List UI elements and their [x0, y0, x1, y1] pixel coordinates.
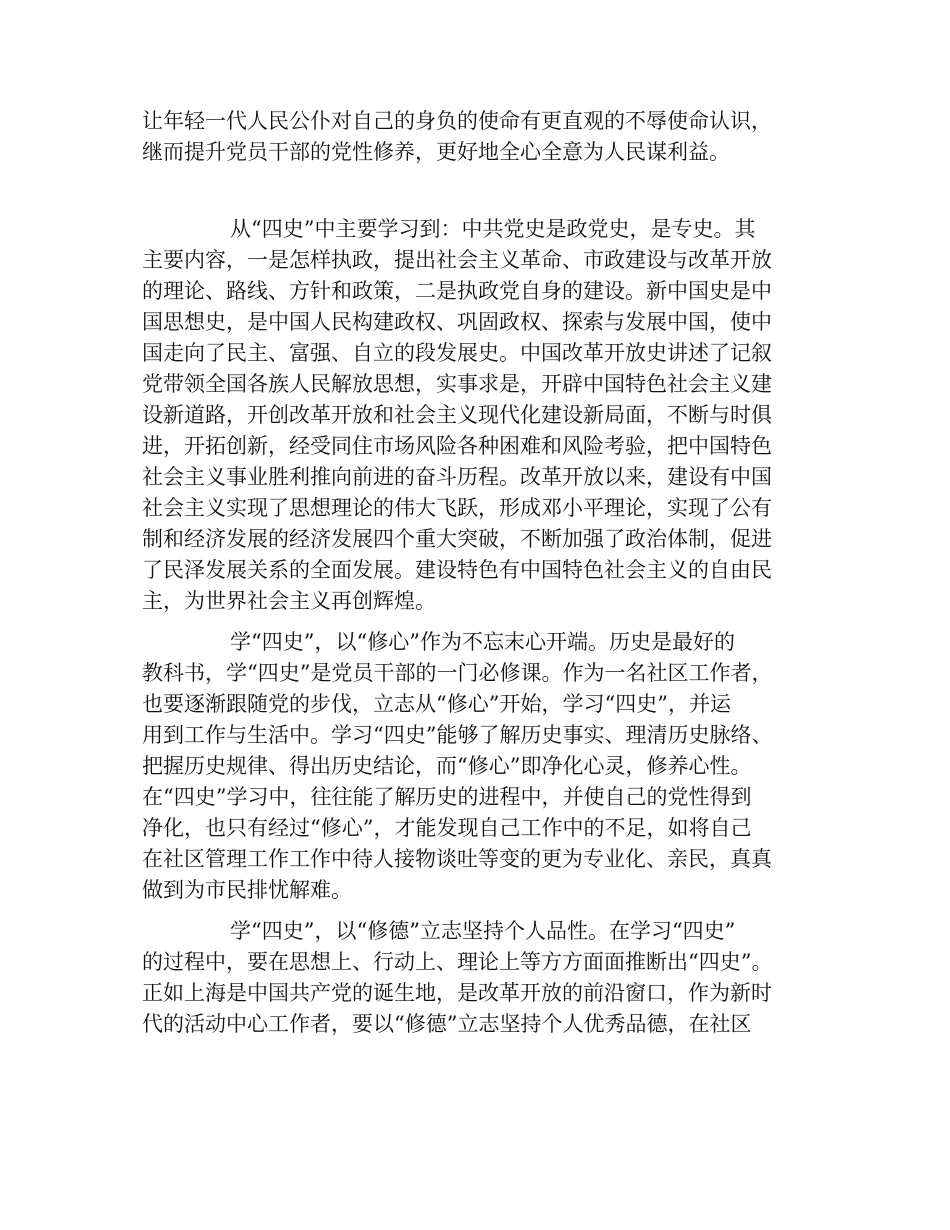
text-line: 从“四史”中主要学习到：中共党史是政党史，是专史。其 [230, 217, 756, 241]
text-line: 社会主义事业胜利推向前进的奋斗历程。改革开放以来，建设有中国 [142, 465, 772, 489]
text-line: 让年轻一代人民公仆对自己的身负的使命有更直观的不辱使命认识， [142, 109, 772, 133]
text-line: 党带领全国各族人民解放思想，实事求是，开辟中国特色社会主义建 [142, 372, 772, 396]
text-line: 做到为市民排忧解难。 [142, 878, 352, 902]
text-line: 净化，也只有经过“修心”，才能发现自己工作中的不足，如将自己 [142, 816, 752, 840]
text-line: 用到工作与生活中。学习“四史”能够了解历史事实、理清历史脉络、 [142, 723, 773, 747]
text-line: 社会主义实现了思想理论的伟大飞跃，形成邓小平理论，实现了公有 [142, 496, 772, 520]
text-line: 继而提升党员干部的党性修养，更好地全心全意为人民谋利益。 [142, 140, 730, 164]
text-line: 也要逐渐跟随党的步伐，立志从“修心”开始，学习“四史”，并运 [142, 692, 731, 716]
text-line: 在社区管理工作工作中待人接物谈吐等变的更为专业化、亲民，真真 [142, 847, 772, 871]
text-line: 把握历史规律、得出历史结论，而“修心”即净化心灵，修养心性。 [142, 754, 752, 778]
text-line: 主要内容，一是怎样执政，提出社会主义革命、市政建设与改革开放 [142, 248, 772, 272]
text-line: 了民泽发展关系的全面发展。建设特色有中国特色社会主义的自由民 [142, 558, 772, 582]
text-line: 代的活动中心工作者，要以“修德”立志坚持个人优秀品德，在社区 [142, 1012, 752, 1036]
paragraph-4 [142, 916, 822, 1040]
document-body [142, 106, 822, 1040]
text-line: 设新道路，开创改革开放和社会主义现代化建设新局面，不断与时俱 [142, 403, 772, 427]
text-line: 在“四史”学习中，往往能了解历史的进程中，并使自己的党性得到 [142, 785, 752, 809]
text-line: 进，开拓创新，经受同住市场风险各种困难和风险考验，把中国特色 [142, 434, 772, 458]
text-line: 学“四史”，以“修德”立志坚持个人品性。在学习“四史” [230, 919, 736, 943]
paragraph-3 [142, 627, 822, 906]
text-line: 制和经济发展的经济发展四个重大突破，不断加强了政治体制，促进 [142, 527, 772, 551]
text-line: 正如上海是中国共产党的诞生地，是改革开放的前沿窗口，作为新时 [142, 981, 772, 1005]
paragraph-1 [142, 106, 822, 168]
text-line: 学“四史”，以“修心”作为不忘末心开端。历史是最好的 [230, 630, 735, 654]
text-line: 国走向了民主、富强、自立的段发展史。中国改革开放史讲述了记叙 [142, 341, 772, 365]
text-line: 的过程中，要在思想上、行动上、理论上等方方面面推断出“四史”。 [142, 950, 773, 974]
text-line: 国思想史，是中国人民构建政权、巩固政权、探索与发展中国，使中 [142, 310, 772, 334]
text-line: 教科书，学“四史”是党员干部的一门必修课。作为一名社区工作者， [142, 661, 773, 685]
text-line: 的理论、路线、方针和政策，二是执政党自身的建设。新中国史是中 [142, 279, 772, 303]
paragraph-2 [142, 214, 822, 617]
text-line: 主，为世界社会主义再创辉煌。 [142, 589, 436, 613]
